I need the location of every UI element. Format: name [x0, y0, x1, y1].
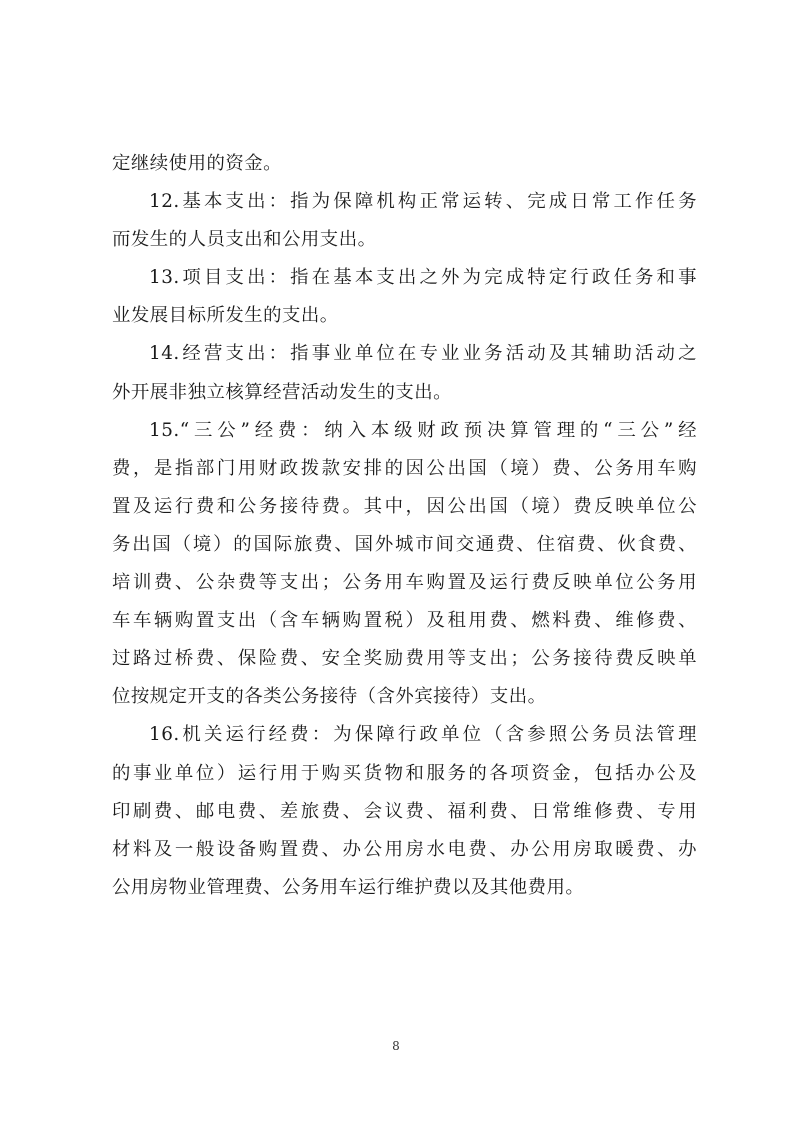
text-line: 外开展非独立核算经营活动发生的支出。 [112, 381, 453, 403]
text-line: 置及运行费和公务接待费。其中，因公出国（境）费反映单位公 [112, 495, 697, 517]
paragraph-12-line: 12.基本支出：指为保障机构正常运转、完成日常工作任务 [149, 191, 697, 213]
text-line: 定继续使用的资金。 [112, 153, 283, 174]
paragraph-13-line: 13.项目支出：指在基本支出之外为完成特定行政任务和事 [149, 267, 697, 289]
text-line: 而发生的人员支出和公用支出。 [112, 229, 377, 251]
text-line: 公用房物业管理费、公务用车运行维护费以及其他费用。 [112, 876, 585, 898]
text-line: 费，是指部门用财政拨款安排的因公出国（境）费、公务用车购 [112, 457, 697, 479]
text-line: 材料及一般设备购置费、办公用房水电费、办公用房取暖费、办 [112, 838, 697, 860]
page-number: 8 [392, 1039, 400, 1053]
text-line: 位按规定开支的各类公务接待（含外宾接待）支出。 [112, 686, 547, 708]
text-line: 的事业单位）运行用于购买货物和服务的各项资金，包括办公及 [112, 762, 697, 784]
text-line: 过路过桥费、保险费、安全奖励费用等支出；公务接待费反映单 [112, 648, 697, 670]
paragraph-16-line: 16.机关运行经费：为保障行政单位（含参照公务员法管理 [149, 724, 697, 746]
text-line: 印刷费、邮电费、差旅费、会议费、福利费、日常维修费、专用 [112, 800, 697, 822]
text-line: 务出国（境）的国际旅费、国外城市间交通费、住宿费、伙食费、 [112, 533, 697, 555]
paragraph-15-line: 15.“三公”经费：纳入本级财政预决算管理的“三公”经 [149, 419, 697, 441]
text-line: 培训费、公杂费等支出；公务用车购置及运行费反映单位公务用 [112, 572, 697, 594]
paragraph-14-line: 14.经营支出：指事业单位在专业业务活动及其辅助活动之 [149, 343, 697, 365]
document-body [112, 145, 697, 907]
text-line: 业发展目标所发生的支出。 [112, 305, 339, 327]
text-line: 车车辆购置支出（含车辆购置税）及租用费、燃料费、维修费、 [112, 610, 697, 632]
